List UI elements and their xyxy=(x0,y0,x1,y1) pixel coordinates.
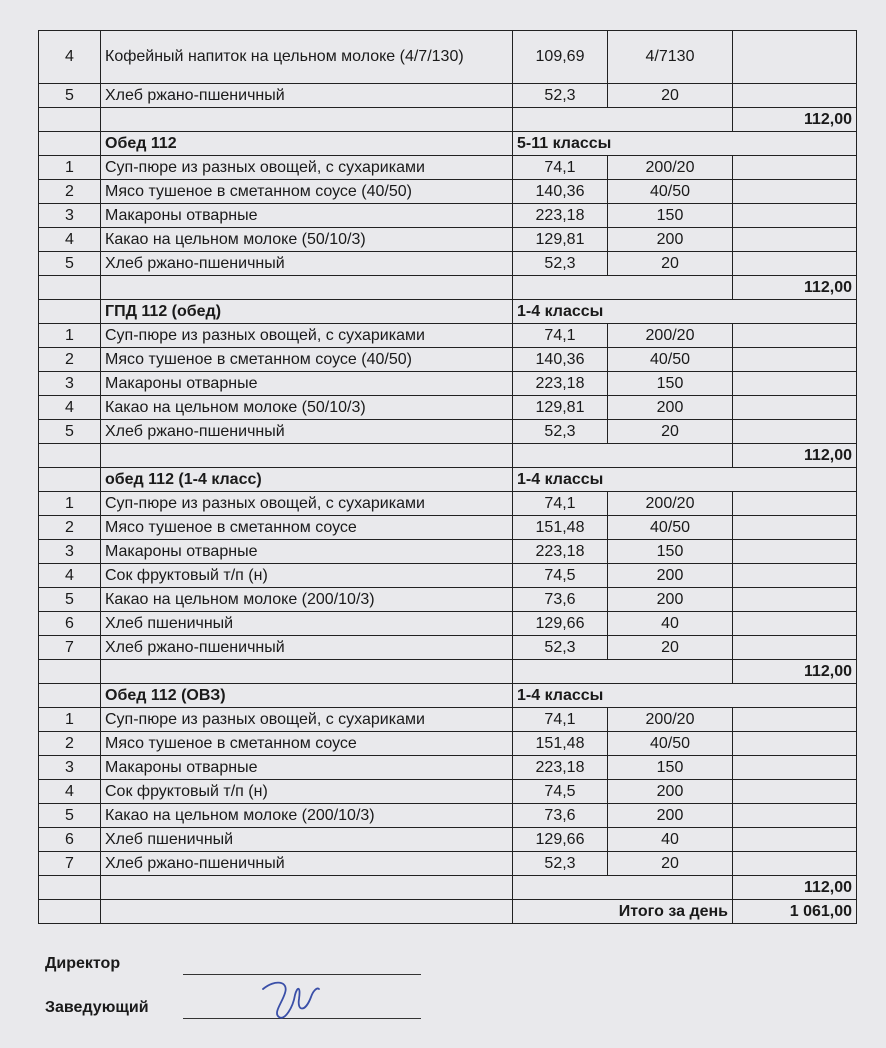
empty-cell xyxy=(733,228,857,252)
empty-cell xyxy=(733,636,857,660)
item-portion: 20 xyxy=(608,420,733,444)
menu-item-row xyxy=(39,156,857,180)
item-name: Хлеб ржано-пшеничный xyxy=(101,84,513,108)
item-price: 223,18 xyxy=(513,540,608,564)
item-price: 129,81 xyxy=(513,396,608,420)
item-number: 2 xyxy=(39,732,101,756)
section-total-row xyxy=(39,660,857,684)
item-price: 223,18 xyxy=(513,204,608,228)
empty-cell xyxy=(733,348,857,372)
item-price: 223,18 xyxy=(513,756,608,780)
empty-cell xyxy=(101,276,513,300)
item-portion: 40 xyxy=(608,612,733,636)
menu-item-row xyxy=(39,31,857,84)
section-classes: 1-4 классы xyxy=(513,684,857,708)
menu-item-row xyxy=(39,804,857,828)
empty-cell xyxy=(733,756,857,780)
day-total-value: 1 061,00 xyxy=(733,900,857,924)
item-portion: 40/50 xyxy=(608,180,733,204)
item-name: Суп-пюре из разных овощей, с сухариками xyxy=(101,324,513,348)
section-total: 112,00 xyxy=(733,660,857,684)
item-name: Хлеб ржано-пшеничный xyxy=(101,852,513,876)
menu-item-row xyxy=(39,228,857,252)
item-name: Мясо тушеное в сметанном соусе xyxy=(101,732,513,756)
item-name: Хлеб ржано-пшеничный xyxy=(101,420,513,444)
item-number: 6 xyxy=(39,612,101,636)
item-name: Хлеб пшеничный xyxy=(101,612,513,636)
item-price: 140,36 xyxy=(513,348,608,372)
menu-item-row xyxy=(39,756,857,780)
item-portion: 40/50 xyxy=(608,516,733,540)
item-price: 129,81 xyxy=(513,228,608,252)
menu-item-row xyxy=(39,780,857,804)
item-name: Макароны отварные xyxy=(101,372,513,396)
section-total-row xyxy=(39,108,857,132)
item-number: 3 xyxy=(39,540,101,564)
item-portion: 4/7130 xyxy=(608,31,733,84)
section-header-row xyxy=(39,300,857,324)
section-classes: 5-11 классы xyxy=(513,132,857,156)
day-total-label: Итого за день xyxy=(513,900,733,924)
empty-cell xyxy=(39,684,101,708)
menu-item-row xyxy=(39,324,857,348)
menu-item-row xyxy=(39,516,857,540)
item-number: 2 xyxy=(39,348,101,372)
item-name: Хлеб ржано-пшеничный xyxy=(101,252,513,276)
item-price: 52,3 xyxy=(513,636,608,660)
item-portion: 20 xyxy=(608,84,733,108)
item-price: 74,1 xyxy=(513,156,608,180)
empty-cell xyxy=(39,300,101,324)
menu-sheet xyxy=(38,30,856,924)
item-portion: 200 xyxy=(608,564,733,588)
empty-cell xyxy=(733,31,857,84)
empty-cell xyxy=(39,468,101,492)
item-name: Макароны отварные xyxy=(101,204,513,228)
empty-cell xyxy=(733,252,857,276)
empty-cell xyxy=(733,588,857,612)
item-portion: 200/20 xyxy=(608,708,733,732)
section-total-row xyxy=(39,276,857,300)
empty-cell xyxy=(733,396,857,420)
item-name: Суп-пюре из разных овощей, с сухариками xyxy=(101,156,513,180)
section-classes: 1-4 классы xyxy=(513,300,857,324)
manager-signature-row xyxy=(45,999,565,1043)
item-number: 1 xyxy=(39,492,101,516)
item-portion: 150 xyxy=(608,540,733,564)
manager-label: Заведующий xyxy=(45,999,149,1016)
empty-cell xyxy=(733,804,857,828)
item-number: 5 xyxy=(39,252,101,276)
handwritten-signature-mark xyxy=(255,977,325,1023)
empty-cell xyxy=(733,828,857,852)
item-name: Мясо тушеное в сметанном соусе (40/50) xyxy=(101,180,513,204)
item-number: 7 xyxy=(39,636,101,660)
menu-item-row xyxy=(39,204,857,228)
item-portion: 200 xyxy=(608,804,733,828)
section-total-row xyxy=(39,444,857,468)
section-title: Обед 112 (ОВЗ) xyxy=(101,684,513,708)
director-label: Директор xyxy=(45,955,121,972)
item-portion: 200/20 xyxy=(608,324,733,348)
item-name: Мясо тушеное в сметанном соусе xyxy=(101,516,513,540)
item-portion: 40/50 xyxy=(608,348,733,372)
menu-item-row xyxy=(39,396,857,420)
menu-item-row xyxy=(39,732,857,756)
menu-item-row xyxy=(39,852,857,876)
empty-cell xyxy=(733,492,857,516)
empty-cell xyxy=(39,444,101,468)
item-name: Суп-пюре из разных овощей, с сухариками xyxy=(101,492,513,516)
empty-cell xyxy=(733,564,857,588)
item-number: 5 xyxy=(39,804,101,828)
section-total: 112,00 xyxy=(733,108,857,132)
menu-item-row xyxy=(39,420,857,444)
item-price: 74,5 xyxy=(513,564,608,588)
item-number: 4 xyxy=(39,780,101,804)
item-price: 74,1 xyxy=(513,492,608,516)
item-price: 129,66 xyxy=(513,612,608,636)
menu-item-row xyxy=(39,372,857,396)
item-price: 52,3 xyxy=(513,420,608,444)
item-number: 3 xyxy=(39,372,101,396)
empty-cell xyxy=(513,444,733,468)
menu-item-row xyxy=(39,492,857,516)
menu-item-row xyxy=(39,84,857,108)
empty-cell xyxy=(733,540,857,564)
empty-cell xyxy=(39,660,101,684)
item-price: 151,48 xyxy=(513,732,608,756)
item-number: 4 xyxy=(39,564,101,588)
item-number: 2 xyxy=(39,180,101,204)
menu-item-row xyxy=(39,252,857,276)
section-total-row xyxy=(39,876,857,900)
section-header-row xyxy=(39,468,857,492)
item-portion: 20 xyxy=(608,252,733,276)
section-total: 112,00 xyxy=(733,276,857,300)
item-portion: 200/20 xyxy=(608,492,733,516)
empty-cell xyxy=(101,444,513,468)
item-price: 140,36 xyxy=(513,180,608,204)
empty-cell xyxy=(733,732,857,756)
item-number: 1 xyxy=(39,156,101,180)
menu-item-row xyxy=(39,588,857,612)
section-header-row xyxy=(39,684,857,708)
empty-cell xyxy=(513,276,733,300)
empty-cell xyxy=(733,612,857,636)
day-total-row xyxy=(39,900,857,924)
empty-cell xyxy=(39,900,101,924)
empty-cell xyxy=(39,876,101,900)
item-price: 52,3 xyxy=(513,84,608,108)
section-classes: 1-4 классы xyxy=(513,468,857,492)
item-portion: 40/50 xyxy=(608,732,733,756)
item-price: 223,18 xyxy=(513,372,608,396)
item-portion: 150 xyxy=(608,756,733,780)
item-number: 5 xyxy=(39,84,101,108)
item-number: 1 xyxy=(39,324,101,348)
menu-item-row xyxy=(39,348,857,372)
item-price: 74,1 xyxy=(513,708,608,732)
item-portion: 40 xyxy=(608,828,733,852)
item-portion: 200 xyxy=(608,588,733,612)
menu-item-row xyxy=(39,564,857,588)
item-portion: 20 xyxy=(608,852,733,876)
item-number: 3 xyxy=(39,756,101,780)
item-portion: 200 xyxy=(608,228,733,252)
section-total: 112,00 xyxy=(733,876,857,900)
item-price: 73,6 xyxy=(513,588,608,612)
item-portion: 200 xyxy=(608,396,733,420)
menu-item-row xyxy=(39,708,857,732)
menu-item-row xyxy=(39,636,857,660)
item-portion: 200 xyxy=(608,780,733,804)
menu-item-row xyxy=(39,828,857,852)
item-name: Какао на цельном молоке (50/10/3) xyxy=(101,228,513,252)
item-name: Какао на цельном молоке (50/10/3) xyxy=(101,396,513,420)
item-price: 129,66 xyxy=(513,828,608,852)
empty-cell xyxy=(733,708,857,732)
item-number: 4 xyxy=(39,228,101,252)
section-title: обед 112 (1-4 класс) xyxy=(101,468,513,492)
item-number: 5 xyxy=(39,588,101,612)
menu-item-row xyxy=(39,612,857,636)
item-number: 4 xyxy=(39,396,101,420)
item-portion: 20 xyxy=(608,636,733,660)
item-number: 6 xyxy=(39,828,101,852)
item-price: 74,5 xyxy=(513,780,608,804)
menu-table xyxy=(38,30,857,924)
item-price: 74,1 xyxy=(513,324,608,348)
item-name: Сок фруктовый т/п (н) xyxy=(101,564,513,588)
item-price: 52,3 xyxy=(513,852,608,876)
item-number: 1 xyxy=(39,708,101,732)
empty-cell xyxy=(733,180,857,204)
section-title: Обед 112 xyxy=(101,132,513,156)
empty-cell xyxy=(733,84,857,108)
item-name: Макароны отварные xyxy=(101,540,513,564)
empty-cell xyxy=(513,660,733,684)
item-price: 73,6 xyxy=(513,804,608,828)
empty-cell xyxy=(39,132,101,156)
empty-cell xyxy=(733,372,857,396)
signature-block xyxy=(45,955,565,1043)
item-name: Макароны отварные xyxy=(101,756,513,780)
item-number: 5 xyxy=(39,420,101,444)
menu-item-row xyxy=(39,180,857,204)
item-name: Сок фруктовый т/п (н) xyxy=(101,780,513,804)
empty-cell xyxy=(101,876,513,900)
item-price: 151,48 xyxy=(513,516,608,540)
item-name: Какао на цельном молоке (200/10/3) xyxy=(101,588,513,612)
empty-cell xyxy=(733,420,857,444)
empty-cell xyxy=(513,876,733,900)
empty-cell xyxy=(101,900,513,924)
item-name: Кофейный напиток на цельном молоке (4/7/130) xyxy=(101,31,513,84)
item-name: Суп-пюре из разных овощей, с сухариками xyxy=(101,708,513,732)
item-name: Какао на цельном молоке (200/10/3) xyxy=(101,804,513,828)
item-name: Хлеб ржано-пшеничный xyxy=(101,636,513,660)
menu-item-row xyxy=(39,540,857,564)
empty-cell xyxy=(39,276,101,300)
item-number: 2 xyxy=(39,516,101,540)
empty-cell xyxy=(733,516,857,540)
director-signature-line xyxy=(183,974,421,975)
empty-cell xyxy=(733,156,857,180)
empty-cell xyxy=(733,324,857,348)
empty-cell xyxy=(39,108,101,132)
empty-cell xyxy=(513,108,733,132)
empty-cell xyxy=(101,660,513,684)
empty-cell xyxy=(733,852,857,876)
empty-cell xyxy=(733,204,857,228)
item-name: Мясо тушеное в сметанном соусе (40/50) xyxy=(101,348,513,372)
empty-cell xyxy=(101,108,513,132)
item-price: 52,3 xyxy=(513,252,608,276)
item-portion: 150 xyxy=(608,372,733,396)
item-price: 109,69 xyxy=(513,31,608,84)
empty-cell xyxy=(733,780,857,804)
section-title: ГПД 112 (обед) xyxy=(101,300,513,324)
item-name: Хлеб пшеничный xyxy=(101,828,513,852)
item-portion: 200/20 xyxy=(608,156,733,180)
item-portion: 150 xyxy=(608,204,733,228)
item-number: 7 xyxy=(39,852,101,876)
section-total: 112,00 xyxy=(733,444,857,468)
item-number: 4 xyxy=(39,31,101,84)
section-header-row xyxy=(39,132,857,156)
item-number: 3 xyxy=(39,204,101,228)
